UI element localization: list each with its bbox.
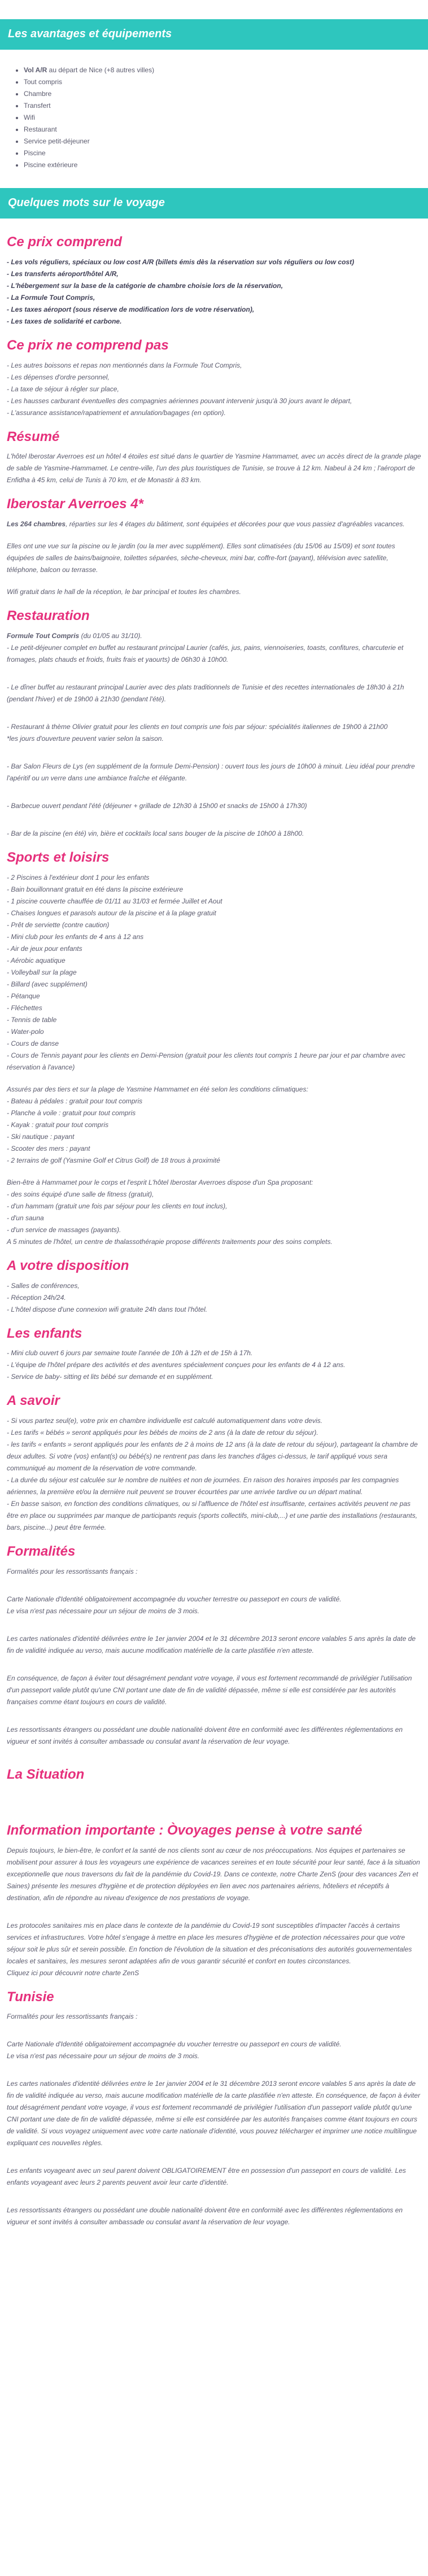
list-line: - L'équipe de l'hôtel prépare des activités et des aventures spécialement conçues pour les enfants de 4 à 12 ans. <box>7 1361 346 1369</box>
advantage-item <box>24 147 420 159</box>
text-block <box>7 1673 421 1708</box>
list-line: - L'hébergement sur la base de la catégorie de chambre choisie lors de la réservation, <box>7 281 283 290</box>
text-block <box>7 1593 421 1617</box>
list-line: - Le dîner buffet au restaurant principal Laurier avec des plats traditionnels de Tunisie et des recettes internationales de 18h30 à 21h (pendant l'hiver) et de 19h00 à 21h30 (pendant l'été). <box>7 683 404 703</box>
list-line: - Air de jeux pour enfants <box>7 944 82 953</box>
list-line: Bien-être à Hammamet pour le corps et l'esprit L'hôtel Iberostar Averroes dispose d'un Spa proposant: <box>7 1178 313 1186</box>
text-line: Les ressortissants étrangers ou possédant une double nationalité doivent être en conformité avec les différentes réglementations en vigueur et sont invités à consulter ambassade ou consulat avant la réservation de leur voyage. <box>7 1725 403 1745</box>
advantages-banner <box>0 19 428 50</box>
list-line: - Les autres boissons et repas non mentionnés dans la Formule Tout Compris, <box>7 361 242 369</box>
excluded-list <box>7 360 421 419</box>
disposition-heading: A votre disposition <box>7 1258 129 1273</box>
list-line: - Chaises longues et parasols autour de la piscine et à la plage gratuit <box>7 909 216 917</box>
advantage-item <box>24 112 420 124</box>
list-line: - d'un service de massages (payants). <box>7 1225 121 1234</box>
list-line: - Prêt de serviette (contre caution) <box>7 920 110 929</box>
formalities-blocks <box>7 1566 421 1748</box>
list-line: - L'assurance assistance/rapatriement et annulation/bagages (en option). <box>7 408 226 417</box>
voyage-title: Quelques mots sur le voyage <box>8 197 165 209</box>
list-line: - Planche à voile : gratuit pour tout compris <box>7 1108 136 1117</box>
advantage-item-bold: Vol A/R <box>24 66 47 74</box>
text-line: Formalités pour les ressortissants français : <box>7 1567 138 1575</box>
list-line: - Les taxes aéroport (sous réserve de modification lors de votre réservation), <box>7 305 255 313</box>
advantage-item-text: au départ de Nice (+8 autres villes) <box>47 66 155 74</box>
voyage-banner <box>0 188 428 219</box>
text-block <box>7 1566 421 1578</box>
text-line: Carte Nationale d'Identité obligatoirement accompagnée du voucher terrestre ou passeport en cours de validité. <box>7 1595 342 1603</box>
included-list <box>7 256 421 328</box>
tunisia-blocks <box>7 2011 421 2228</box>
list-line: - Les vols réguliers, spéciaux ou low cost A/R (billets émis dès la réservation sur vols réguliers ou low cost) <box>7 257 355 266</box>
list-line: - Bar Salon Fleurs de Lys (en supplément de la formule Demi-Pension) : ouvert tous les jours de 10h00 à minuit. Lieu idéal pour prendre l'apéritif ou un verre dans une ambiance fraîche et élégante. <box>7 762 415 782</box>
restaurant-heading: Restauration <box>7 608 90 624</box>
sports-thirdparty-intro: Assurés par des tiers et sur la plage de Yasmine Hammamet en été selon les conditions climatiques: <box>7 1085 308 1093</box>
list-line: A 5 minutes de l'hôtel, un centre de thalassothérapie propose différents traitements pour des soins complets. <box>7 1237 333 1246</box>
text-line: Carte Nationale d'Identité obligatoirement accompagnée du voucher terrestre ou passeport en cours de validité. <box>7 2040 342 2049</box>
list-line: - 1 piscine couverte chauffée de 01/11 au 31/03 et fermée Juillet et Aout <box>7 897 222 905</box>
advantage-item-text: Service petit-déjeuner <box>24 137 90 145</box>
advantage-item-text: Restaurant <box>24 125 57 133</box>
know-list <box>7 1415 421 1534</box>
restaurant-intro: Formule Tout Compris (du 01/05 au 31/10). <box>7 631 142 640</box>
sports-thirdparty-list <box>7 1095 421 1167</box>
disposition-list <box>7 1280 421 1316</box>
list-line: - Si vous partez seul(e), votre prix en chambre individuelle est calculé automatiquement dans votre devis. <box>7 1417 322 1425</box>
list-line: - La durée du séjour est calculée sur le nombre de nuitées et non de journées. En raison des horaires imposés par les compagnies aériennes, la première et/ou la dernière nuit peuvent se trouver écourtées par une arrivée tardive ou un départ matinal. <box>7 1476 399 1496</box>
list-line: - d'un hammam (gratuit une fois par séjour pour les clients en tout inclus), <box>7 1202 228 1210</box>
text-line: Les ressortissants étrangers ou possédant une double nationalité doivent être en conformité avec les différentes réglementations en vigueur et sont invités à consulter ambassade ou consulat avant la réservation de leur voyage. <box>7 2206 403 2226</box>
restaurant-list <box>7 642 421 840</box>
text-line: Les enfants voyageant avec un seul parent doivent OBLIGATOIREMENT être en possession d'un passeport en cours de validité. Les enfants voyageant avec leurs 2 parents peuvent avoir leur carte d'identité. <box>7 2167 406 2187</box>
text-block <box>7 1845 421 1904</box>
advantage-item-text: Piscine extérieure <box>24 161 78 169</box>
restaurant-formula: Formule Tout Compris <box>7 631 80 640</box>
list-line: - des soins équipé d'une salle de fitness (gratuit), <box>7 1190 154 1198</box>
list-line: - Aérobic aquatique <box>7 956 65 964</box>
list-line: - Bar de la piscine (en été) vin, bière et cocktails local sans bouger de la piscine de 10h00 à 18h00. <box>7 829 304 837</box>
text-line: Le visa n'est pas nécessaire pour un séjour de moins de 3 mois. <box>7 1606 200 1615</box>
sports-heading: Sports et loisirs <box>7 849 110 865</box>
hotel-heading: Iberostar Averroes 4* <box>7 496 143 512</box>
sports-list <box>7 872 421 1073</box>
page <box>0 19 428 2239</box>
list-line: - Volleyball sur la plage <box>7 968 77 976</box>
list-line: - d'un sauna <box>7 1213 44 1222</box>
tunisia-heading: Tunisie <box>7 1989 54 2005</box>
list-line: - Les taxes de solidarité et carbone. <box>7 317 122 325</box>
spa-list <box>7 1177 421 1248</box>
list-line: - Bain bouillonnant gratuit en été dans la piscine extérieure <box>7 885 184 893</box>
text-line: Cliquez ici pour découvrir notre charte ZenS <box>7 1968 139 1977</box>
list-line: - Tennis de table <box>7 1015 57 1024</box>
list-line: - La Formule Tout Compris, <box>7 293 95 302</box>
children-heading: Les enfants <box>7 1325 82 1341</box>
hotel-rooms-text: Les 264 chambres, réparties sur les 4 étages du bâtiment, sont équipées et décorées pour que vous passiez d'agréables vacances. <box>7 520 405 529</box>
list-line: - Les dépenses d'ordre personnel, <box>7 373 110 381</box>
list-line: - Mini club pour les enfants de 4 ans à 12 ans <box>7 932 144 941</box>
know-heading: A savoir <box>7 1393 60 1409</box>
advantage-item <box>24 136 420 147</box>
text-line: Les cartes nationales d'identité délivrées entre le 1er janvier 2004 et le 31 décembre 2013 seront encore valables 5 ans après la date de fin de validité indiquée au verso, mais aucune modification matérielle de la carte plastifiée n'en atteste. En conséquence, de façon à éviter tout désagrément pendant votre voyage, il vous est fortement recommandé de privilégier l'utilisation d'un passeport valide plutôt qu'une CNI portant une date de fin de validité dépassée, même si elle est considérée par les autorités françaises comme étant toujours en cours de validité. Si vous voyagez uniquement avec votre carte nationale d'identité, vous pouvez télécharger et imprimer une notice multilingue expliquant ces nouvelles règles. <box>7 2080 421 2147</box>
advantage-item <box>24 88 420 100</box>
advantage-item-text: Chambre <box>24 90 52 98</box>
advantage-item-text: Tout compris <box>24 78 63 86</box>
text-line: Formalités pour les ressortissants français : <box>7 2012 138 2021</box>
list-line: - Restaurant à thème Olivier gratuit pour les clients en tout compris une fois par séjour: spécialités italiennes de 19h00 à 21h00 *les jours d'ouverture peuvent varier selon la saison. <box>7 722 388 743</box>
advantage-item <box>24 64 420 76</box>
list-line: - Cours de Tennis payant pour les clients en Demi-Pension (gratuit pour les clients tout compris 1 heure par jour et par chambre avec réservation à l'avance) <box>7 1051 405 1071</box>
text-block <box>7 2078 421 2149</box>
list-line: - les tarifs « enfants » seront appliqués pour les enfants de 2 à moins de 12 ans (à la date de retour du séjour), partageant la chambre de deux adultes. Si votre (vos) enfant(s) ou bébé(s) ne rentrent pas dans les tranches d'âges ci-dessus, le tarif appliqué vous sera communiqué au moment de la réservation de votre commande. <box>7 1440 418 1473</box>
list-line: - En basse saison, en fonction des conditions climatiques, ou si l'affluence de l'hôtel est insuffisante, certaines activités peuvent ne pas être en place ou supprimées par manque de participants requis (sports collectifs, mini-club,...) et une partie des installations (restaurants, bars, piscine...) peut être fermée. <box>7 1500 418 1532</box>
list-line: - Les transferts aéroport/hôtel A/R, <box>7 269 119 278</box>
list-line: - Les hausses carburant éventuelles des compagnies aériennes pouvant intervenir jusqu'à 30 jours avant le départ, <box>7 396 352 405</box>
formalities-heading: Formalités <box>7 1544 76 1560</box>
text-block <box>7 1633 421 1657</box>
summary-text: L'hôtel Iberostar Averroes est un hôtel 4 étoiles est situé dans le quartier de Yasmine Hammamet, avec un accès direct de la grande plage de sable de Yasmine-Hammamet. Le centre-ville, l'un des plus touristiques de Tunisie, se trouve à 12 km. Nabeul à 24 km ; l'aéroport de Enfidha à 45 km, celui de Tunis à 70 km, et de Monastir à 83 km. <box>7 452 421 484</box>
list-line: - 2 Piscines à l'extérieur dont 1 pour les enfants <box>7 873 150 881</box>
hotel-rooms-bold: Les 264 chambres <box>7 520 66 529</box>
important-heading: Information importante : Òvoyages pense à votre santé <box>7 1822 363 1838</box>
text-line: En conséquence, de façon à éviter tout désagrément pendant votre voyage, il vous est fortement recommandé de privilégier l'utilisation d'un passeport valide plutôt qu'une CNI portant une date de fin de validité dépassée, même si elle est considérée par les autorités françaises comme étant toujours en cours de validité. <box>7 1674 412 1706</box>
list-line: - Le petit-déjeuner complet en buffet au restaurant principal Laurier (cafés, jus, pains, viennoiseries, toasts, confitures, charcuterie et fromages, plats chauds et froids, fruits frais et yaourts) de 06h30 à 10h00. <box>7 643 404 663</box>
advantage-item-text: Transfert <box>24 102 51 110</box>
list-line: - Kayak : gratuit pour tout compris <box>7 1120 109 1129</box>
advantage-item <box>24 159 420 171</box>
text-block <box>7 1724 421 1748</box>
list-line: - Les tarifs « bébés » seront appliqués pour les bébés de moins de 2 ans (à la date de retour du séjour). <box>7 1429 318 1437</box>
list-line: - Réception 24h/24. <box>7 1293 66 1302</box>
list-line: - Service de baby- sitting et lits bébé sur demande et en supplément. <box>7 1373 213 1381</box>
text-block <box>7 1920 421 1979</box>
important-blocks <box>7 1845 421 1979</box>
text-block <box>7 2038 421 2062</box>
list-line: - Salles de conférences, <box>7 1281 80 1290</box>
text-line: Les cartes nationales d'identité délivrées entre le 1er janvier 2004 et le 31 décembre 2013 seront encore valables 5 ans après la date de fin de validité indiquée au verso, mais aucune modification matérielle de la carte plastifiée n'en atteste. <box>7 1634 416 1654</box>
list-line: - L'hôtel dispose d'une connexion wifi gratuite 24h dans tout l'hôtel. <box>7 1305 208 1313</box>
included-heading: Ce prix comprend <box>7 234 123 250</box>
list-line: - Cours de danse <box>7 1039 59 1047</box>
text-line: Depuis toujours, le bien-être, le confort et la santé de nos clients sont au cœur de nos préoccupations. Nos équipes et partenaires se mobilisent pour assurer à tous les voyageurs une expérience de vacances sereines et en toute sécurité pour leur santé, face à la situation exceptionnelle que nous traversons du fait de la pandémie du Covid-19. Dans ce contexte, notre Charte ZenS (pour des vacances Zen et Saines) présente les mesures d'hygiène et de protection déployées en lien avec nos partenaires aériens, hôteliers et réceptifs à destination, afin de répondre au niveau d'exigence de nos prestations de voyage. <box>7 1846 420 1902</box>
list-line: - 2 terrains de golf (Yasmine Golf et Citrus Golf) de 18 trous à proximité <box>7 1156 220 1164</box>
advantages-title: Les avantages et équipements <box>8 28 172 40</box>
hotel-view-text: Elles ont une vue sur la piscine ou le jardin (ou la mer avec supplément). Elles sont climatisées (du 15/06 au 15/09) et sont toutes équipées de salles de bains/baignoire, toilettes séparées, sèche-cheveux, mini bar, coffre-fort (payant), télévision avec satellite, téléphone, balcon ou terrasse. <box>7 542 395 574</box>
list-line: - Pétanque <box>7 992 40 1000</box>
advantages-list <box>0 50 428 188</box>
summary-heading: Résumé <box>7 429 60 444</box>
list-line: - Ski nautique : payant <box>7 1132 75 1141</box>
excluded-heading: Ce prix ne comprend pas <box>7 337 169 353</box>
list-line: - Mini club ouvert 6 jours par semaine toute l'année de 10h à 12h et de 15h à 17h. <box>7 1349 253 1357</box>
list-line: - La taxe de séjour à régler sur place, <box>7 385 119 393</box>
children-list <box>7 1347 421 1383</box>
list-line: - Fléchettes <box>7 1003 42 1012</box>
text-block <box>7 2011 421 2023</box>
hotel-wifi-text: Wifi gratuit dans le hall de la réception, le bar principal et toutes les chambres. <box>7 588 241 596</box>
text-block <box>7 2204 421 2228</box>
advantage-item-text: Wifi <box>24 113 35 121</box>
text-block <box>7 2165 421 2189</box>
situation-heading: La Situation <box>7 1766 85 1782</box>
advantage-item <box>24 100 420 112</box>
list-line: - Bateau à pédales : gratuit pour tout compris <box>7 1097 143 1105</box>
list-line: - Billard (avec supplément) <box>7 980 88 988</box>
list-line: - Barbecue ouvert pendant l'été (déjeuner + grillade de 12h30 à 15h00 et snacks de 15h00 à 17h30) <box>7 801 307 810</box>
advantage-item <box>24 124 420 136</box>
list-line: - Water-polo <box>7 1027 44 1036</box>
advantage-item <box>24 76 420 88</box>
text-line: Les protocoles sanitaires mis en place dans le contexte de la pandémie du Covid-19 sont susceptibles d'impacter l'accès à certains services et infrastructures. Votre hôtel s'engage à mettre en place les mesures d'hygiène et de protection nécessaires pour que votre séjour soit le plus sûr et serein possible. En fonction de l'évolution de la situation et des préconisations des autorités gouvernementales locales et sanitaires, les mesures seront adaptées afin de vous garantir sécurité et confort en toutes circonstances. <box>7 1921 412 1965</box>
text-line: Le visa n'est pas nécessaire pour un séjour de moins de 3 mois. <box>7 2052 200 2060</box>
voyage-content <box>0 219 428 2228</box>
list-line: - Scooter des mers : payant <box>7 1144 90 1152</box>
advantage-item-text: Piscine <box>24 149 46 157</box>
